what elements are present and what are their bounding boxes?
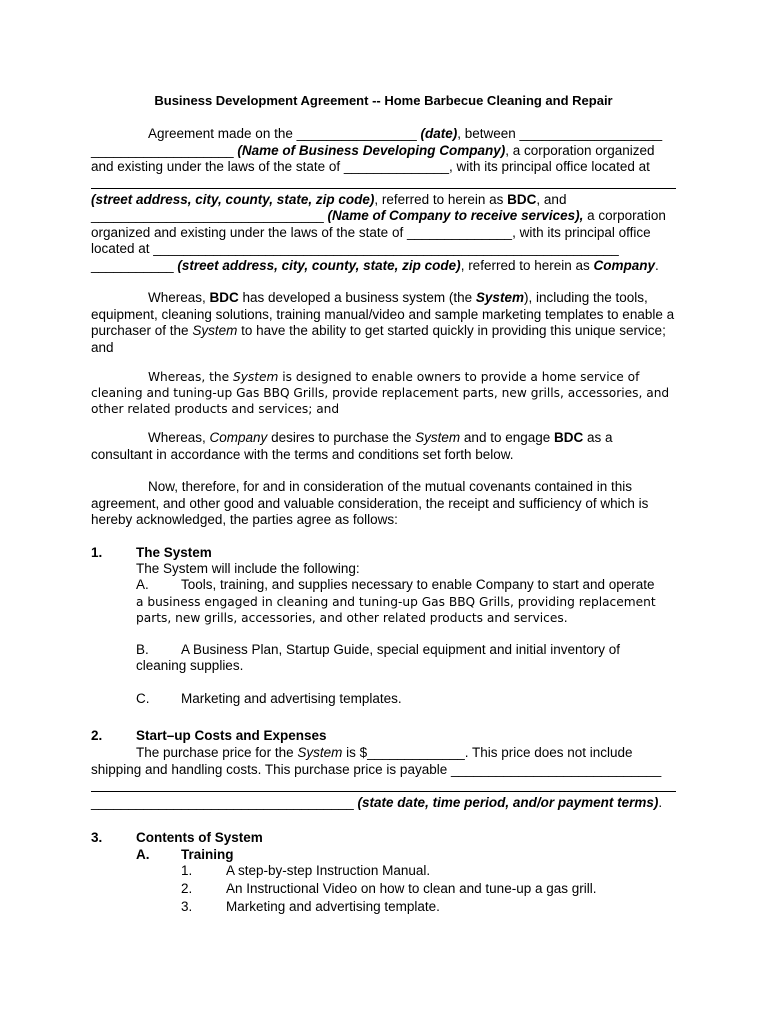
section-2-line-2: shipping and handling costs. This purchase price is payable ____________________________ <box>91 762 662 777</box>
section-2-heading: Start–up Costs and Expenses <box>136 728 327 743</box>
item-a-line-1: Tools, training, and supplies necessary to enable Company to start and operate <box>181 577 655 592</box>
section-2-line-4: ___________________________________ (state date, time period, and/or payment terms). <box>91 795 663 810</box>
section-2-line-1: The purchase price for the System is $_____________. This price does not include <box>136 745 633 760</box>
intro-line-8: located at ______________________________________________________________ <box>91 241 619 256</box>
intro-paragraph <box>91 126 676 274</box>
intro-line-7: organized and existing under the laws of the state of ______________, with its principal office <box>91 224 651 240</box>
training-item-text: A step-by-step Instruction Manual. <box>226 863 431 878</box>
item-c-text: Marketing and advertising templates. <box>181 691 402 706</box>
item-c-label: C. <box>136 691 150 706</box>
intro-line-1: Agreement made on the ________________ (date), between ___________________ <box>148 126 663 141</box>
document-title: Business Development Agreement -- Home Barbecue Cleaning and Repair <box>154 93 613 108</box>
item-a-label: A. <box>136 577 149 592</box>
training-item-number: 3. <box>181 899 193 914</box>
section-2-number: 2. <box>91 728 103 743</box>
intro-line-3: and existing under the laws of the state of ______________, with its principal office located at <box>91 159 650 174</box>
intro-line-6: _______________________________ (Name of Company to receive services), a corporation <box>91 208 666 223</box>
training-item-text: An Instructional Video on how to clean and tune-up a gas grill. <box>226 881 597 896</box>
training-item-text: Marketing and advertising template. <box>226 899 440 914</box>
intro-line-9: ___________ (street address, city, county, state, zip code), referred to herein as Company. <box>91 257 659 273</box>
item-a-line-2: a business engaged in cleaning and tuning-up Gas BBQ Grills, providing replacement <box>136 595 656 609</box>
section-3-heading: Contents of System <box>136 830 263 845</box>
whereas-paragraph-1: Whereas, BDC has developed a business system (the System), including the tools, equipment, cleaning solutions, training manual/video and sample marketing templates to enable a purchaser of the System to have the ability to get started quickly in providing this unique service; and <box>91 290 675 355</box>
section-1-number: 1. <box>91 545 103 560</box>
now-therefore-paragraph: Now, therefore, for and in consideration of the mutual covenants contained in this agreement, and other good and valuable consideration, the receipt and sufficiency of which is hereby acknowledged, the parties agree as follows: <box>91 479 649 527</box>
blank-line <box>91 176 676 189</box>
whereas-paragraph-2: Whereas, the System is designed to enable owners to provide a home service of cleaning and tuning-up Gas BBQ Grills, provide replacement parts, new grills, accessories, and other related products and services; and <box>91 370 670 416</box>
blank-line <box>91 779 676 792</box>
section-1-heading: The System <box>136 545 212 560</box>
item-b-label: B. <box>136 642 149 657</box>
intro-line-5: (street address, city, county, state, zip code), referred to herein as BDC, and <box>91 191 567 207</box>
item-a-line-3: parts, new grills, accessories, and other related products and services. <box>136 611 568 625</box>
subsection-a-label: A. <box>136 847 150 862</box>
training-item-number: 2. <box>181 881 193 896</box>
whereas-paragraph-3: Whereas, Company desires to purchase the System and to engage BDC as a consultant in accordance with the terms and conditions set forth below. <box>91 430 613 462</box>
section-1-intro: The System will include the following: <box>136 561 360 576</box>
item-b-line-1: A Business Plan, Startup Guide, special equipment and initial inventory of <box>181 642 621 657</box>
section-3-number: 3. <box>91 830 103 845</box>
item-b-line-2: cleaning supplies. <box>136 658 244 673</box>
training-item-number: 1. <box>181 863 193 878</box>
intro-line-2: ___________________ (Name of Business Developing Company), a corporation organized <box>91 142 655 158</box>
subsection-a-heading: Training <box>181 847 234 862</box>
